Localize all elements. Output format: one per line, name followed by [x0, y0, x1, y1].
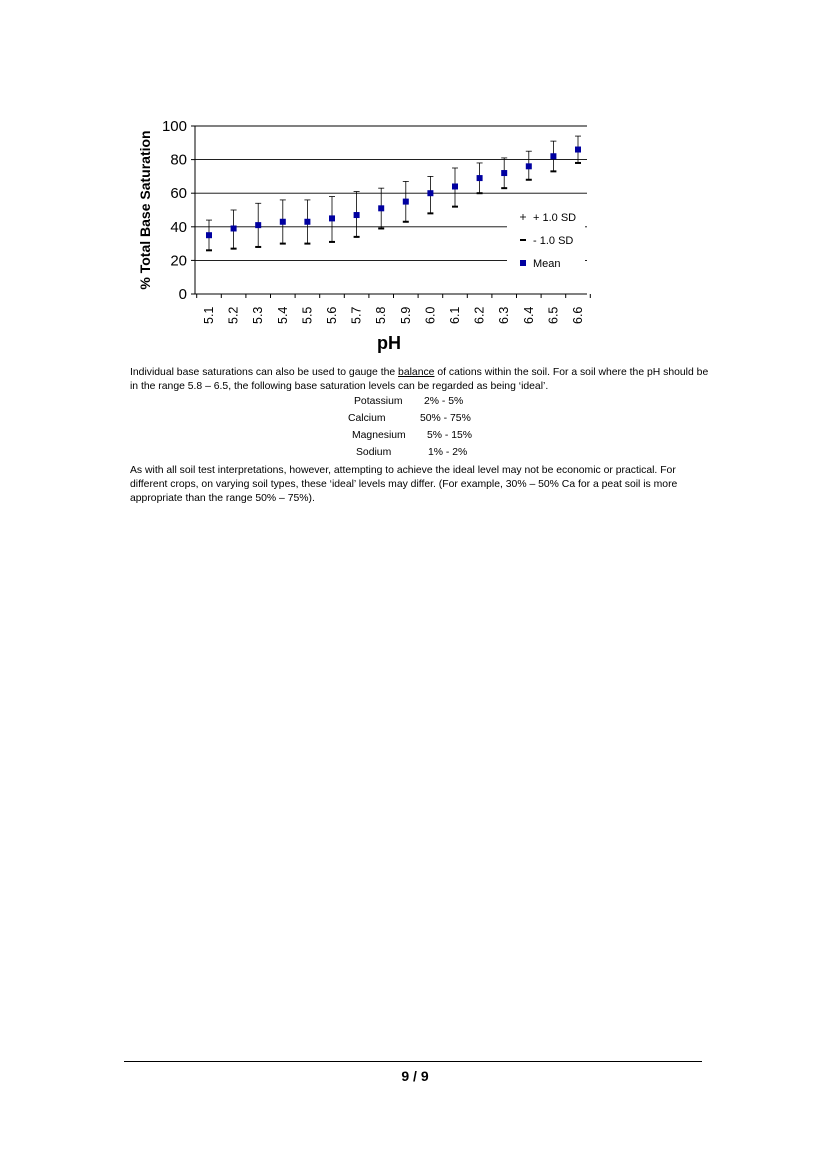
- x-tick-label: 5.9: [398, 306, 413, 324]
- legend-mean-marker: [520, 260, 526, 266]
- mean-point: [231, 225, 237, 231]
- x-tick-label: 6.2: [472, 306, 487, 324]
- level-name: Magnesium: [352, 430, 406, 441]
- x-axis-title: pH: [377, 333, 401, 353]
- x-tick-label: 5.5: [300, 306, 315, 324]
- mean-point: [354, 212, 360, 218]
- y-tick-label: 60: [170, 185, 187, 203]
- mean-point: [452, 183, 458, 189]
- level-range: 5% - 15%: [427, 430, 473, 441]
- mean-point: [329, 215, 335, 221]
- mean-point: [550, 153, 556, 159]
- x-tick-label: 5.2: [226, 306, 241, 324]
- page-number: 9 / 9: [401, 1068, 429, 1084]
- mean-point: [501, 170, 507, 176]
- x-tick-label: 6.0: [423, 306, 438, 324]
- y-tick-label: 20: [170, 252, 187, 270]
- x-tick-label: 5.8: [374, 306, 389, 324]
- y-tick-label: 40: [170, 218, 187, 236]
- y-axis-title: % Total Base Saturation: [137, 130, 153, 290]
- level-range: 50% - 75%: [420, 413, 471, 424]
- x-tick-label: 6.6: [571, 306, 585, 324]
- x-tick-label: 5.3: [251, 306, 266, 324]
- mean-point: [575, 147, 581, 153]
- mean-point: [304, 219, 310, 225]
- x-tick-label: 5.6: [325, 306, 339, 324]
- x-tick-label: 5.7: [349, 306, 364, 324]
- y-tick-label: 100: [161, 118, 187, 135]
- level-name: Calcium: [348, 413, 386, 424]
- legend-label: + 1.0 SD: [533, 212, 577, 224]
- level-name: Potassium: [354, 396, 403, 407]
- y-tick-label: 80: [170, 151, 187, 169]
- footer-divider: [124, 1061, 702, 1062]
- balance-term: balance: [398, 367, 435, 378]
- mean-point: [403, 199, 409, 205]
- mean-point: [280, 219, 286, 225]
- x-tick-label: 6.3: [497, 306, 512, 324]
- level-range: 1% - 2%: [428, 447, 468, 458]
- mean-point: [378, 205, 384, 211]
- mean-point: [206, 232, 212, 238]
- mean-point: [427, 190, 433, 196]
- x-tick-label: 6.5: [546, 306, 561, 324]
- x-tick-label: 5.1: [202, 306, 216, 324]
- legend-label: - 1.0 SD: [533, 235, 574, 247]
- y-tick-label: 0: [178, 286, 187, 303]
- x-tick-label: 5.4: [275, 306, 290, 324]
- mean-point: [255, 222, 261, 228]
- x-tick-label: 6.1: [448, 306, 462, 324]
- level-range: 2% - 5%: [424, 396, 464, 407]
- level-name: Sodium: [356, 447, 392, 458]
- mean-point: [526, 163, 532, 169]
- base-saturation-chart: [128, 112, 598, 357]
- paragraph-interpretation: As with all soil test interpretations, however, attempting to achieve the ideal level may not be economic or practical. For different crops, on varying soil types, these ‘ideal’ levels may differ. (For example, 30% – 50% Ca for a peat soil is more appropriate than the range 50% – 75%).: [130, 465, 678, 504]
- paragraph-intro: Individual base saturations can also be used to gauge the balance of cations within the soil. For a soil where the pH should be in the range 5.8 – 6.5, the following base saturation levels can be regarded as being ‘ideal’.: [130, 367, 709, 392]
- mean-point: [477, 175, 483, 181]
- legend-label: Mean: [533, 258, 561, 270]
- x-tick-label: 6.4: [521, 306, 536, 324]
